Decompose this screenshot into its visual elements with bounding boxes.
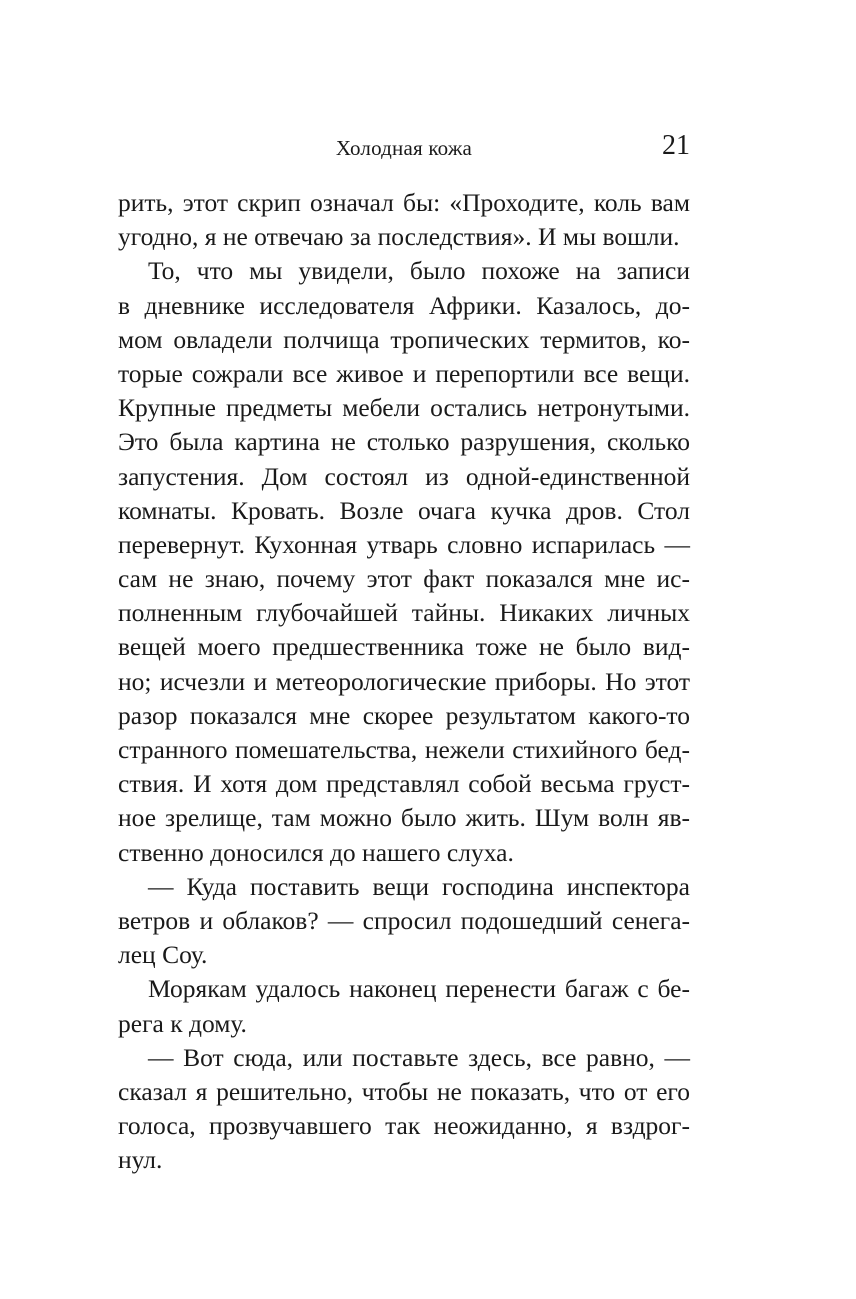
text-line: угодно, я не отвечаю за последствия». И мы вошли. — [118, 222, 680, 252]
text-line: — Куда поставить вещи господина инспектора — [148, 871, 690, 901]
running-title: Холодная кожа — [335, 136, 473, 160]
text-line: запустения. Дом состоял из одной-единственной — [118, 461, 690, 491]
text-line: странного помешательства, нежели стихийного бед- — [118, 735, 690, 764]
text-line: Это была картина не столько разрушения, сколько — [118, 427, 690, 457]
text-line: нул. — [118, 1145, 163, 1175]
text-line: ствия. И хотя дом представлял собой весьма груст- — [118, 769, 690, 799]
text-line: голоса, прозвучавшего так неожиданно, я вздрог- — [118, 1111, 690, 1141]
running-header — [118, 130, 690, 164]
text-line: сказал я решительно, чтобы не показать, что от его — [118, 1076, 690, 1106]
text-line: сам не знаю, почему этот факт показался мне ис- — [118, 564, 690, 594]
text-line: разор показался мне скорее результатом какого-то — [118, 700, 690, 730]
text-line: ственно доносился до нашего слуха. — [118, 837, 514, 867]
text-line: Морякам удалось наконец перенести багаж с бе- — [148, 974, 690, 1004]
text-line: То, что мы увидели, было похоже на записи — [148, 256, 690, 286]
text-line: ное зрелище, там можно было жить. Шум волн яв- — [118, 803, 690, 833]
text-line: Крупные предметы мебели остались нетронутыми. — [118, 393, 690, 423]
text-line: ветров и облаков? — спросил подошедший сенега- — [118, 905, 690, 935]
text-line: но; исчезли и метеорологические приборы. Но этот — [118, 666, 690, 696]
text-line: в дневнике исследователя Африки. Казалось, до- — [118, 290, 690, 320]
text-line: мом овладели полчища тропических термитов, ко- — [118, 324, 690, 354]
text-body — [118, 186, 690, 1177]
text-line: полненным глубочайшей тайны. Никаких личных — [118, 598, 690, 628]
text-line: вещей моего предшественника тоже не было вид- — [118, 632, 690, 662]
text-line: лец Соу. — [118, 940, 208, 970]
page-number: 21 — [662, 130, 690, 161]
text-line: — Вот сюда, или поставьте здесь, все равно, — — [148, 1042, 690, 1072]
text-line: комнаты. Кровать. Возле очага кучка дров. Стол — [118, 495, 690, 525]
text-line: рега к дому. — [118, 1008, 247, 1038]
text-line: перевернут. Кухонная утварь словно испарилась — — [118, 529, 690, 559]
text-line: торые сожрали все живое и перепортили все вещи. — [118, 358, 690, 388]
text-line: рить, этот скрип означал бы: «Проходите, коль вам — [118, 188, 690, 217]
